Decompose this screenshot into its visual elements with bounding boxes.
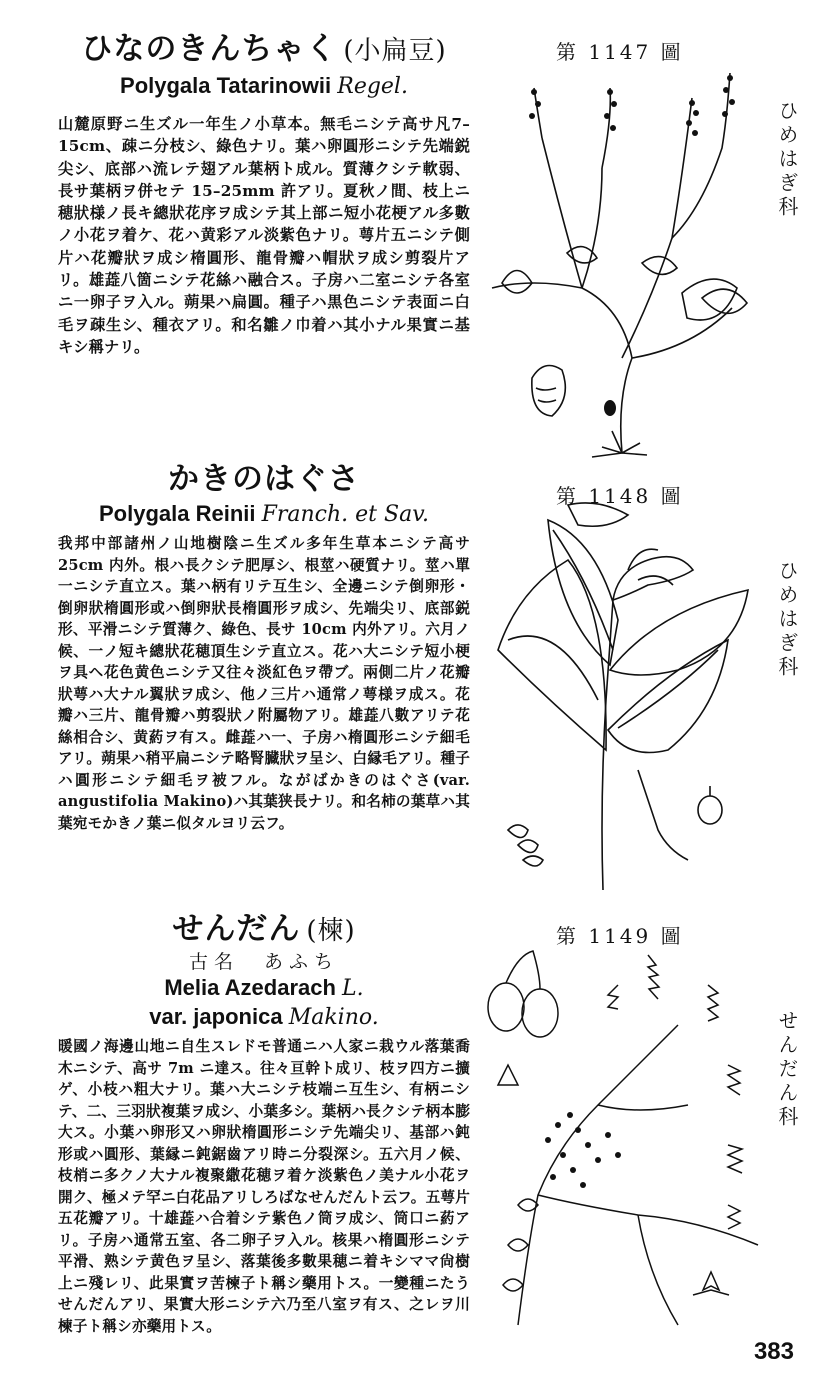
variety-name: var. japonica (149, 1004, 283, 1029)
title-kana: かきのはぐさ (168, 461, 360, 497)
entry-description: 我邦中部諸州ノ山地樹陰ニ生ズル多年生草本ニシテ高サ 25cm 内外。根ハ長クシテ肥厚シ、根莖ハ硬質ナリ。莖ハ單一ニシテ直立ス。葉ハ柄有リテ互生シ、全邊ニシテ倒卵形・倒卵狀楕圓形或ハ倒卵狀長楕圓形ヲ成シ、先端尖リ、底部鋭形、平滑ニシテ質薄ク、綠色、長サ 10cm 内外アリ。六月ノ候、一ノ短キ總狀花穂頂生シテ直立ス。花ハ大ニシテ短小梗ヲ具ヘ花色黄色ニシテ又往々淡紅色ヲ帶ブ。兩側二片ノ花瓣狀萼ハ大ナル翼狀ヲ成シ、他ノ三片ハ通常ノ萼様ヲ成ス。花瓣ハ三片、龍骨瓣ハ剪裂狀ノ附屬物アリ。雄蕋八數アリテ花絲相合シ、黄葯ヲ有ス。雌蕋ハ一、子房ハ楕圓形ニシテ細毛アリ。蒴果ハ稍平扁ニシテ略腎臓狀ヲ呈シ、白縁毛アリ。種子ハ圓形ニシテ細毛ヲ被フル。ながばかきのはぐさ(var. angustifolia Makino)ハ其葉狭長ナリ。和名柿の葉草ハ其葉宛モかきノ葉ニ似タルヨリ云フ。 (58, 535, 470, 832)
variety-authority: Makino. (288, 1005, 379, 1030)
title-kanji: (小扁豆) (343, 36, 447, 66)
family-label: ひめはぎ科 (775, 560, 799, 680)
entry-title (58, 460, 470, 498)
entry-description: 山麓原野ニ生ズル一年生ノ小草本。無毛ニシテ高サ凡7–15cm、疎ニ分枝シ、綠色ナリ。葉ハ卵圓形ニシテ先端鋭尖シ、底部ハ流レテ翅アル葉柄ト成ル。質薄クシテ軟弱、長サ葉柄ヲ併セテ 15–25mm 許アリ。夏秋ノ間、枝上ニ穂狀様ノ長キ總狀花序ヲ成シテ其上部ニ短小花梗アル多數ノ小花ヲ着ケ、花ハ黄彩アル淡紫色ナリ。萼片五ニシテ側片ハ花瓣狀ヲ成シ楕圓形、龍骨瓣ハ帽狀ヲ成シ剪裂片アリ。雄蕋八箇ニシテ花絲ハ融合ス。子房ハ二室ニシテ各室ニ一卵子ヲ入ル。蒴果ハ扁圓。種子ハ黒色ニシテ表面ニ白毛ヲ疎生シ、種衣アリ。和名雛ノ巾着ハ其小ナル果實ニ基キシ稱ナリ。 (58, 115, 470, 356)
entry-sendan (58, 910, 470, 1337)
latin-name (58, 500, 470, 529)
latin-authority: Franch. et Sav. (261, 502, 430, 527)
title-kana: せんだん (172, 911, 301, 947)
latin-authority: L. (342, 976, 364, 1001)
plant-illustration-1149 (478, 945, 773, 1335)
entry-title (58, 910, 470, 950)
latin-variety (58, 1003, 470, 1032)
entry-hinanokinchaku (58, 30, 470, 358)
figure-label: 第 1147 圖 (556, 40, 684, 64)
latin-species: Polygala Reinii (98, 501, 256, 526)
latin-name (58, 974, 470, 1003)
entry-kakinohagusa (58, 460, 470, 834)
plant-illustration-1147 (472, 58, 772, 458)
latin-species: Melia Azedarach (164, 975, 336, 1000)
title-kana: ひなのきんちゃく (81, 31, 338, 67)
entry-description: 暖國ノ海邊山地ニ自生スレドモ普通ニハ人家ニ栽ウル落葉喬木ニシテ、高サ 7m ニ達ス。往々亘幹ト成リ、枝ヲ四方ニ擴ゲ、小枝ハ粗大ナリ。葉ハ大ニシテ枝端ニ互生シ、有柄ニシテ、二、三羽狀複葉ヲ成シ、小葉多シ。葉柄ハ長クシテ柄本膨大ス。小葉ハ卵形又ハ卵狀楕圓形ニシテ先端尖リ、基部ハ鈍形或ハ圓形、葉縁ニ鈍鋸齒アリ時ニ分裂深シ。五六月ノ候、枝梢ニ多クノ大ナル複聚繖花穂ヲ着ケ淡紫色ノ美ナル小花ヲ開ク、極メテ罕ニ白花品アリしろばなせんだんト云フ。五萼片五花瓣アリ。十雄蕋ハ合着シテ紫色ノ筒ヲ成シ、筒口ニ葯アリ。子房ハ通常五室、各二卵子ヲ入ル。核果ハ楕圓形ニシテ平滑、熟シテ黄色ヲ呈シ、落葉後多數果穂ニ着キシママ尙樹上ニ殘レリ、此果實ヲ苦楝子ト稱シ藥用トス。一變種ニたうせんだんアリ、果實大形ニシテ六乃至八室ヲ有ス、之レヲ川楝子ト稱シ亦藥用トス。 (58, 1038, 470, 1335)
plant-illustration-1148 (478, 500, 768, 900)
latin-name (58, 72, 470, 101)
family-label: せんだん科 (775, 1010, 799, 1130)
entry-title (58, 30, 470, 70)
title-kanji: (楝) (306, 916, 356, 946)
old-name: 古名 あふち (188, 951, 339, 973)
family-label: ひめはぎ科 (775, 100, 799, 220)
page-number: 383 (753, 1338, 794, 1365)
latin-authority: Regel. (337, 74, 408, 99)
latin-species: Polygala Tatarinowii (120, 73, 332, 98)
figure-label: 第 1149 圖 (556, 924, 684, 948)
figure-label: 第 1148 圖 (556, 484, 684, 508)
